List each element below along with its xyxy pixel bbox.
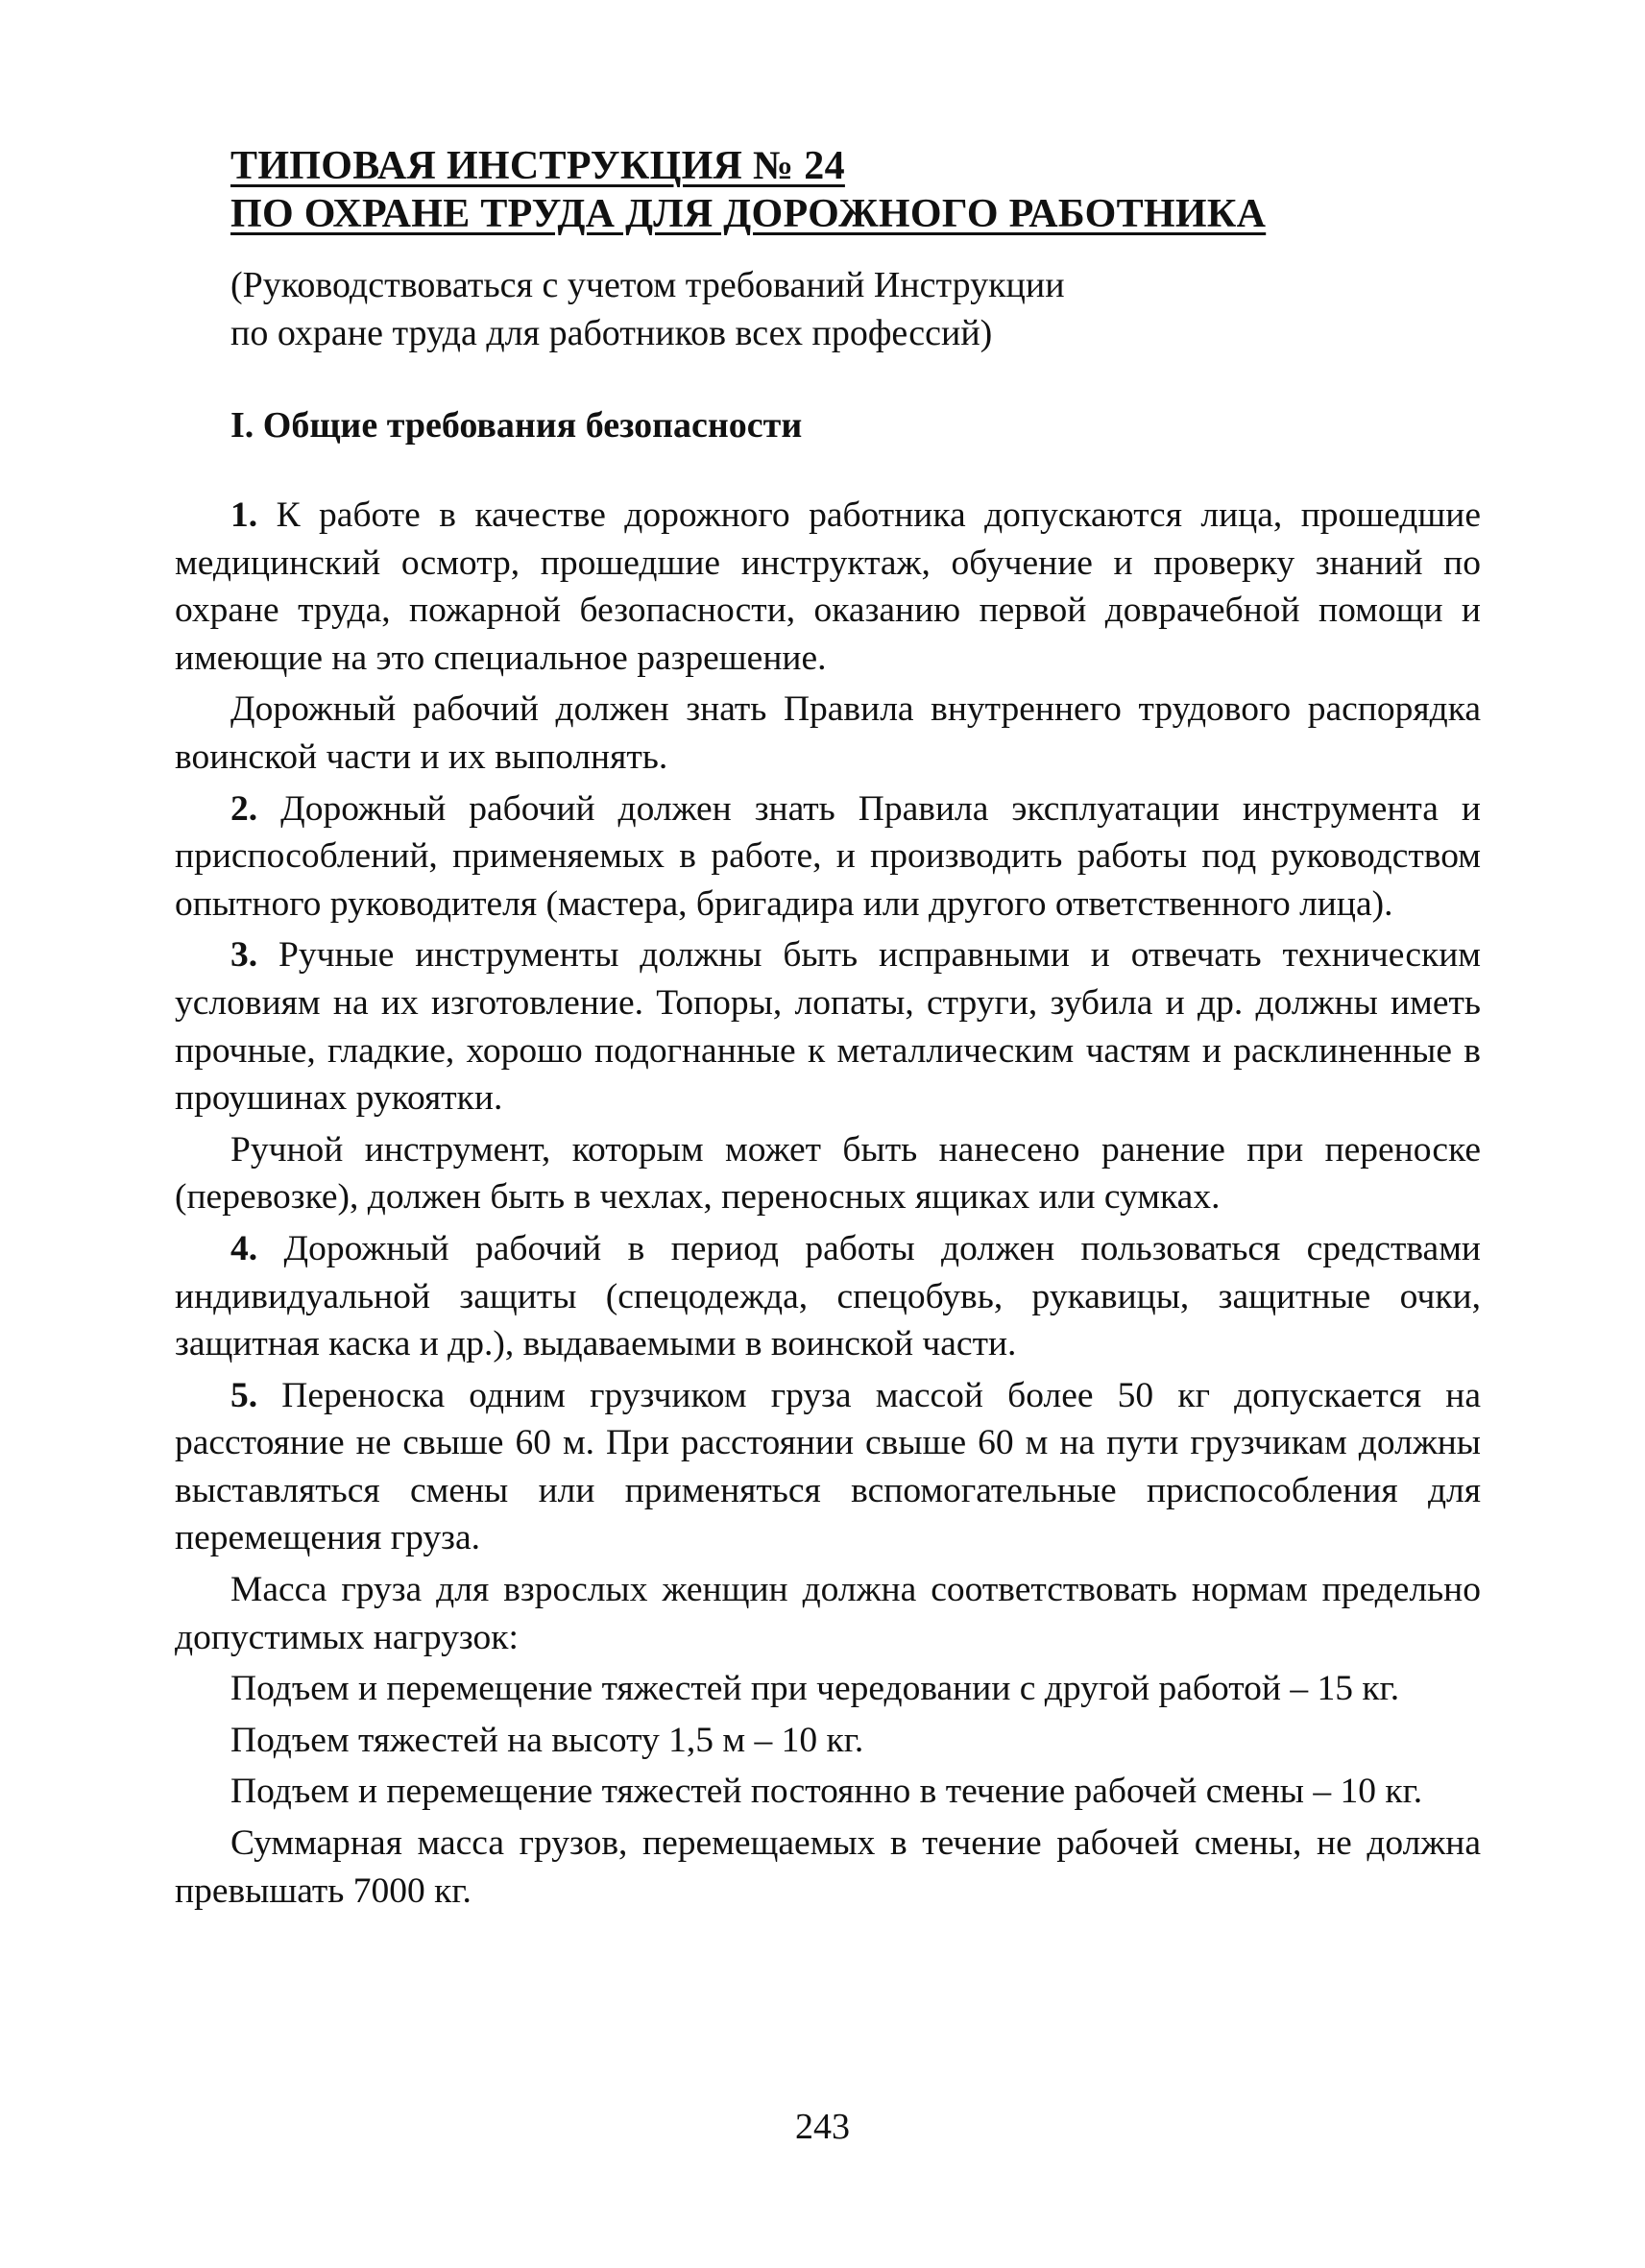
document-title	[230, 142, 1479, 238]
title-line-2: ПО ОХРАНЕ ТРУДА ДЛЯ ДОРОЖНОГО РАБОТНИКА	[230, 192, 1267, 236]
paragraph-3	[175, 931, 1481, 1122]
paragraph-1b	[175, 686, 1481, 781]
paragraph-text: Дорожный рабочий должен знать Правила внутреннего трудового распорядка воинской части и их выполнять.	[175, 689, 1481, 777]
paragraph-number: 3.	[230, 935, 258, 976]
paragraph-5	[175, 1372, 1481, 1562]
page-number: 243	[795, 2107, 850, 2147]
paragraph-5b	[175, 1566, 1481, 1661]
paragraph-3b	[175, 1126, 1481, 1221]
paragraph-5d	[175, 1717, 1481, 1765]
document-subtitle	[230, 261, 1479, 357]
subtitle-line-1: (Руководствоваться с учетом требований Инструкции	[230, 265, 1065, 305]
paragraph-number: 1.	[230, 495, 258, 535]
paragraph-text: К работе в качестве дорожного работника допускаются лица, прошедшие медицинский осмотр, прошедшие инструктаж, обучение и проверку знаний по охране труда, пожарной безопасности, оказанию первой доврачебной помощи и имеющие на это специальное разрешение.	[175, 495, 1481, 678]
paragraph-number: 4.	[230, 1228, 258, 1268]
body-text	[175, 492, 1481, 1918]
title-line-1: ТИПОВАЯ ИНСТРУКЦИЯ № 24	[230, 144, 845, 188]
paragraph-text: Масса груза для взрослых женщин должна соответствовать нормам предельно допустимых нагрузок:	[175, 1570, 1481, 1657]
paragraph-text: Ручные инструменты должны быть исправными и отвечать техническим условиям на их изготовление. Топоры, лопаты, струги, зубила и др. должны иметь прочные, гладкие, хорошо подогнанные к металлическим частям и расклиненные в проушинах рукоятки.	[175, 935, 1481, 1119]
paragraph-2	[175, 785, 1481, 929]
paragraph-5e	[175, 1768, 1481, 1816]
paragraph-4	[175, 1225, 1481, 1368]
paragraph-1	[175, 492, 1481, 682]
paragraph-text: Ручной инструмент, которым может быть нанесено ранение при переноске (перевозке), должен быть в чехлах, переносных ящиках или сумках.	[175, 1129, 1481, 1218]
section-heading: I. Общие требования безопасности	[230, 405, 803, 446]
paragraph-text: Суммарная масса грузов, перемещаемых в течение рабочей смены, не должна превышать 7000 кг.	[175, 1823, 1481, 1911]
paragraph-text: Дорожный рабочий в период работы должен пользоваться средствами индивидуальной защиты (спецодежда, спецобувь, рукавицы, защитные очки, защитная каска и др.), выдаваемыми в воинской части.	[175, 1228, 1481, 1364]
paragraph-text: Подъем и перемещение тяжестей постоянно в течение рабочей смены – 10 кг.	[230, 1772, 1423, 1812]
paragraph-text: Подъем и перемещение тяжестей при чередовании с другой работой – 15 кг.	[230, 1669, 1400, 1709]
paragraph-text: Переноска одним грузчиком груза массой более 50 кг допускается на расстояние не свыше 60 м. При расстоянии свыше 60 м на пути грузчикам должны выставляться смены или применяться вспомогательные приспособления для перемещения груза.	[175, 1375, 1481, 1558]
subtitle-line-2: по охране труда для работников всех профессий)	[230, 313, 993, 353]
paragraph-text: Подъем тяжестей на высоту 1,5 м – 10 кг.	[230, 1720, 864, 1760]
paragraph-5f	[175, 1820, 1481, 1915]
paragraph-5c	[175, 1665, 1481, 1713]
paragraph-number: 2.	[230, 788, 258, 829]
paragraph-text: Дорожный рабочий должен знать Правила эксплуатации инструмента и приспособлений, применяемых в работе, и производить работы под руководством опытного руководителя (мастера, бригадира или другого ответственного лица).	[175, 788, 1481, 924]
paragraph-number: 5.	[230, 1375, 258, 1415]
